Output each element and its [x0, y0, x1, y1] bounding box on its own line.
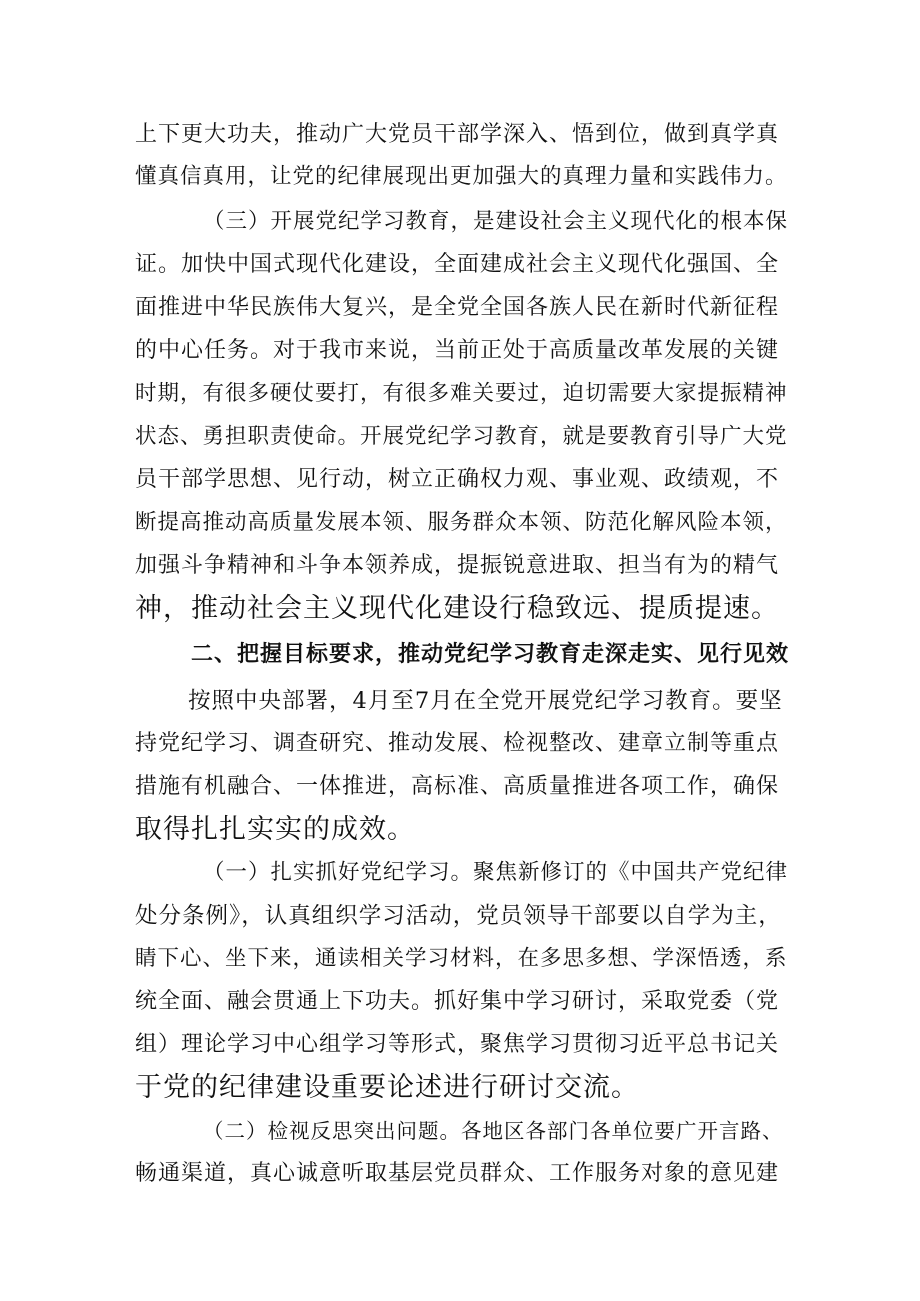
- text-line: 时期，有很多硬仗要打，有很多难关要过，迫切需要大家提振精神: [135, 381, 788, 406]
- text-line: 上下更大功夫，推动广大党员干部学深入、悟到位，做到真学真: [135, 122, 780, 147]
- text-line: （三）开展党纪学习教育，是建设社会主义现代化的根本保: [203, 209, 789, 234]
- section-heading: 二、把握目标要求，推动党纪学习教育走深走实、见行见效: [191, 642, 790, 667]
- text-line: 取得扎扎实实的成效。: [135, 814, 415, 845]
- text-line: 按照中央部署，4月至7月在全党开展党纪学习教育。要坚: [188, 688, 783, 714]
- text-line: 措施有机融合、一体推进，高标准、高质量推进各项工作，确保: [135, 774, 780, 799]
- text-line: 员干部学思想、见行动，树立正确权力观、事业观、政绩观，不: [135, 467, 780, 492]
- text-line: （一）扎实抓好党纪学习。聚焦新修订的《中国共产党纪律: [203, 860, 789, 885]
- text-line: 持党纪学习、调查研究、推动发展、检视整改、建章立制等重点: [135, 731, 780, 756]
- text-line: 组）理论学习中心组学习等形式，聚焦学习贯彻习近平总书记关: [135, 1032, 780, 1057]
- text-line: 懂真信真用，让党的纪律展现出更加强大的真理力量和实践伟力。: [135, 164, 788, 189]
- text-line: 面推进中华民族伟大复兴，是全党全国各族人民在新时代新征程: [135, 295, 780, 320]
- text-line: 处分条例》，认真组织学习活动，党员领导干部要以自学为主，: [135, 903, 782, 929]
- text-line: 睛下心、坐下来，通读相关学习材料，在多思多想、学深悟透，系: [135, 946, 788, 971]
- text-line: 断提高推动高质量发展本领、服务群众本领、防范化解风险本领，: [135, 510, 788, 535]
- text-line: 于党的纪律建设重要论述进行研讨交流。: [135, 1072, 639, 1103]
- text-line: 神，推动社会主义现代化建设行稳致远、提质提速。: [135, 593, 779, 624]
- text-line: （二）检视反思突出问题。各地区各部门各单位要广开言路、: [203, 1119, 784, 1143]
- text-line: 的中心任务。对于我市来说，当前正处于高质量改革发展的关键: [135, 338, 780, 363]
- text-line: 统全面、融会贯通上下功夫。抓好集中学习研讨，采取党委（党: [135, 989, 780, 1014]
- text-line: 状态、勇担职责使命。开展党纪学习教育，就是要教育引导广大党: [135, 424, 788, 449]
- text-line: 畅通渠道，真心诚意听取基层党员群众、工作服务对象的意见建: [135, 1161, 780, 1186]
- text-line: 证。加快中国式现代化建设，全面建成社会主义现代化强国、全: [135, 252, 780, 277]
- text-line: 加强斗争精神和斗争本领养成，提振锐意进取、担当有为的精气: [135, 553, 780, 578]
